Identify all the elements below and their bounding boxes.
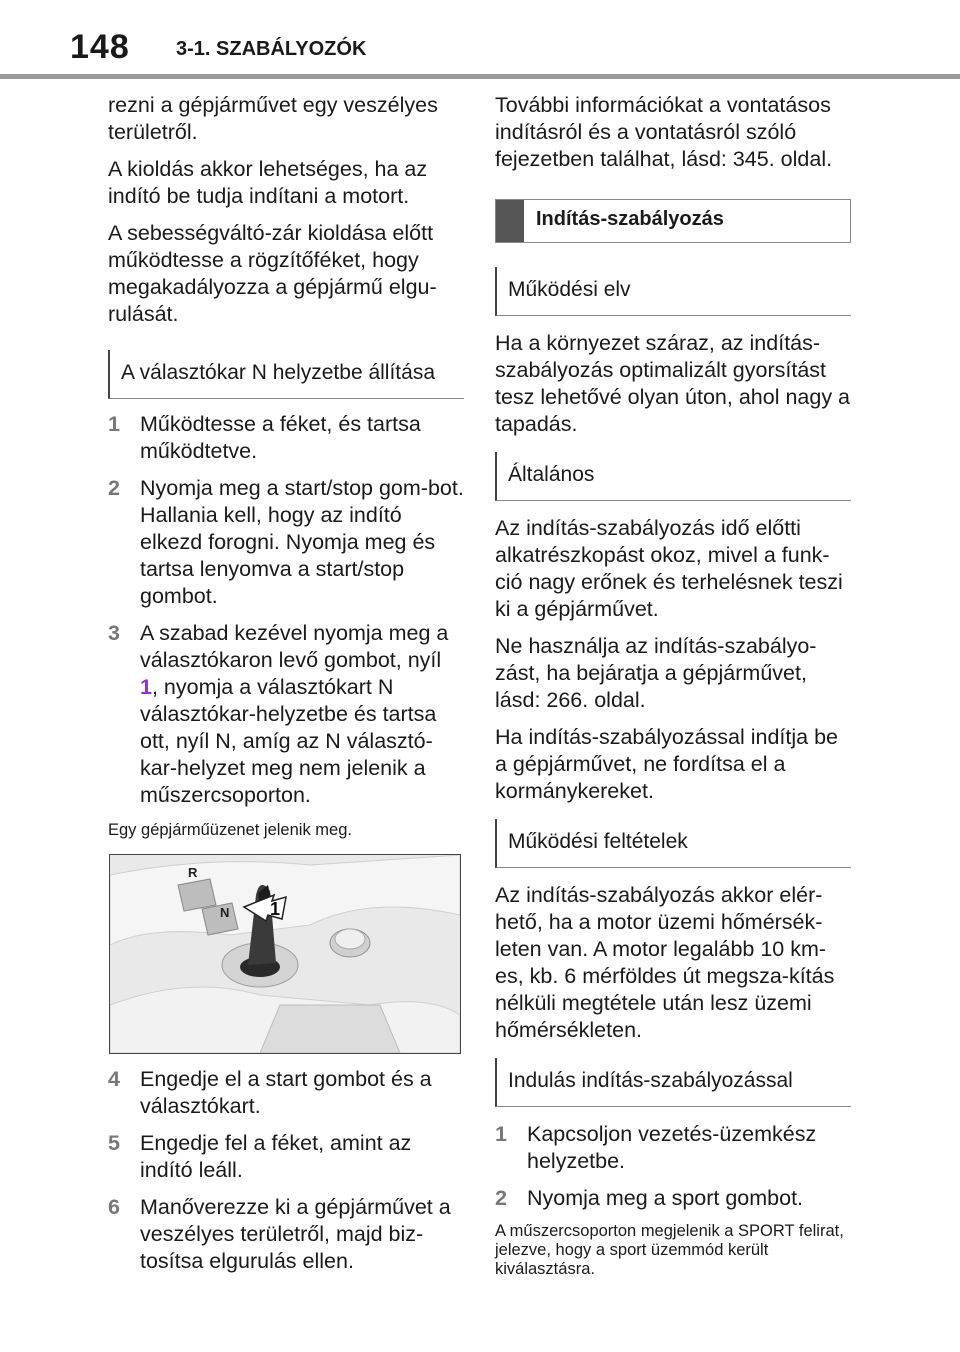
page-number: 148 [70,28,130,66]
paragraph: Ha a környezet száraz, az indítás-szabályozás optimalizált gyorsítást tesz lehetővé olyan úton, ahol nagy a tapadás. [495,331,851,436]
gear-selector-illustration [110,855,460,1053]
figure-callout: 1 [270,899,281,919]
step-text-part: A szabad kezével nyomja meg a választókaron levő gombot, nyíl [140,621,449,672]
page-header [0,0,960,80]
header-divider [0,74,960,79]
step-number: 5 [108,1131,120,1155]
step-item [108,411,464,465]
paragraph: A sebességváltó-zár kioldása előtt működtesse a rögzítőféket, hogy megakadályozza a gépjármű elgu-rulását. [108,221,437,326]
section-heading: Indítás-szabályozás [536,208,724,230]
step-text: Engedje fel a féket, amint az indító leáll. [140,1131,412,1182]
step-text: Manőverezze ki a gépjárművet a veszélyes területről, majd biz-tosítsa elgurulás ellen. [140,1195,451,1273]
gear-label-r: R [188,865,198,880]
paragraph: További információkat a vontatásos indításról és a vontatásról szóló fejezetben találhat, lásd: 345. oldal. [495,93,833,171]
step-text [140,620,464,809]
step-item [108,475,464,610]
subheading: Általános [495,452,851,501]
step-text: Engedje el a start gombot és a választókart. [140,1067,432,1118]
gear-label-n: N [220,905,230,920]
step-text: Nyomja meg a start/stop gom-bot. Hallania kell, hogy az indító elkezd forogni. Nyomja meg és tartsa lenyomva a start/stop gombot. [140,476,464,608]
paragraph: Az indítás-szabályozás akkor elér-hető, ha a motor üzemi hőmérsék-leten van. A motor legalább 10 km-es, kb. 6 mérföldes út megsza-kítás nélküli megtétele után lesz üzemi hőmérsékleten. [495,883,835,1042]
section-title: 3-1. SZABÁLYOZÓK [176,38,367,60]
gear-selector-figure [109,854,461,1054]
paragraph: rezni a gépjárművet egy veszélyes területről. [108,93,438,144]
step-number: 3 [108,621,120,645]
step-list [108,1066,464,1275]
paragraph: Az indítás-szabályozás idő előtti alkatrészkopást okoz, mivel a funk-ció nagy erőnek és terhelésnek teszi ki a gépjárművet. [495,516,843,621]
subheading-neutral: A választókar N helyzetbe állítása [108,350,464,399]
paragraph: Ne használja az indítás-szabályo-zást, ha bejáratja a gépjárművet, lásd: 266. oldal. [495,634,817,712]
step-item [108,620,464,809]
note: Egy gépjárműüzenet jelenik meg. [108,821,352,839]
step-list [108,411,464,809]
step-number: 2 [108,476,120,500]
note: A műszercsoporton megjelenik a SPORT felirat, jelezve, hogy a sport üzemmód került kiválasztásra. [495,1222,844,1278]
section-heading-box [495,199,851,243]
step-list [495,1121,851,1212]
step-text: Kapcsoljon vezetés-üzemkész helyzetbe. [527,1122,817,1173]
right-column [495,92,851,1293]
step-number: 1 [108,412,120,436]
step-text: Működtesse a féket, és tartsa működtetve. [140,412,421,463]
subheading: Működési feltételek [495,819,851,868]
step-number: 6 [108,1195,120,1219]
step-item [495,1185,851,1212]
step-item [495,1121,851,1175]
left-column [108,92,464,1285]
subheading: Működési elv [495,267,851,316]
step-item [108,1194,464,1275]
arrow-reference: 1 [140,675,152,699]
step-number: 2 [495,1186,507,1210]
paragraph: Ha indítás-szabályozással indítja be a gépjárművet, ne fordítsa el a kormánykereket. [495,725,838,803]
subheading: Indulás indítás-szabályozással [495,1058,851,1107]
step-item [108,1130,464,1184]
step-number: 4 [108,1067,120,1091]
step-number: 1 [495,1122,507,1146]
paragraph: A kioldás akkor lehetséges, ha az indító be tudja indítani a motort. [108,157,428,208]
step-text-part: , nyomja a választókart N választókar-helyzetbe és tartsa ott, nyíl N, amíg az N választó-kar-helyzet meg nem jelenik a műszercsoporton. [140,675,437,807]
heading-bar [496,200,524,242]
step-item [108,1066,464,1120]
step-text: Nyomja meg a sport gombot. [527,1186,804,1210]
